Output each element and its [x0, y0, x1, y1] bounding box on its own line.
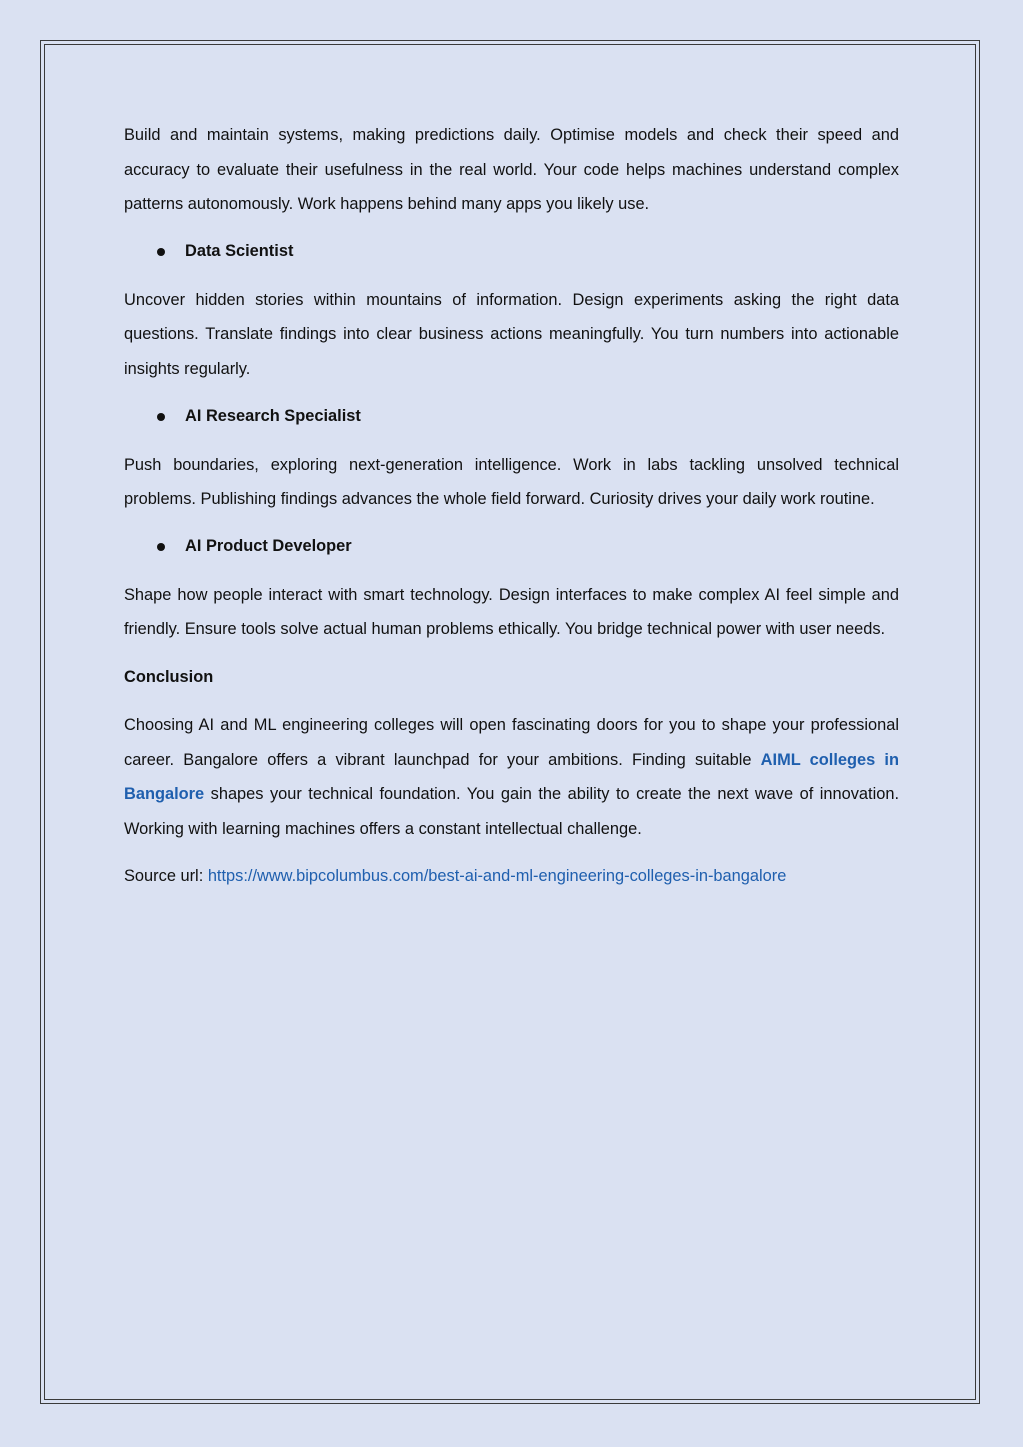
ai-research-paragraph: Push boundaries, exploring next-generation intelligence. Work in labs tackling unsolved technical problems. Publishing findings advances the whole field forward. Curiosity drives your daily work routine.	[124, 455, 899, 509]
heading-ai-product	[124, 530, 899, 564]
intro-paragraph: Build and maintain systems, making predictions daily. Optimise models and check their speed and accuracy to evaluate their usefulness in the real world. Your code helps machines understand complex patterns autonomously. Work happens behind many apps you likely use.	[124, 126, 899, 214]
conclusion-heading: Conclusion	[124, 667, 214, 686]
source-label: Source url:	[124, 867, 208, 886]
source-line	[124, 859, 899, 893]
conclusion-text-part1: Choosing AI and ML engineering colleges will open fascinating doors for you to shape your professional career. Bangalore offers a vibrant launchpad for your ambitions. Finding suitable	[124, 715, 899, 769]
conclusion-text-part2: shapes your technical foundation. You gain the ability to create the next wave of innovation. Working with learning machines offers a constant intellectual challenge.	[124, 785, 899, 838]
heading-data-scientist	[124, 235, 899, 269]
heading-ai-product-label: AI Product Developer	[185, 537, 352, 556]
heading-ai-research-label: AI Research Specialist	[185, 407, 361, 426]
conclusion-paragraph	[124, 708, 899, 846]
data-scientist-paragraph: Uncover hidden stories within mountains of information. Design experiments asking the right data questions. Translate findings into clear business actions meaningfully. You turn numbers into actionable insights regularly.	[124, 290, 899, 378]
heading-ai-research	[124, 400, 899, 434]
bullet-icon	[157, 248, 165, 256]
bullet-icon	[157, 413, 165, 421]
source-url-link[interactable]: https://www.bipcolumbus.com/best-ai-and-ml-engineering-colleges-in-bangalore	[207, 867, 787, 886]
bullet-icon	[157, 543, 165, 551]
document-body	[124, 118, 899, 893]
heading-data-scientist-label: Data Scientist	[185, 242, 294, 261]
aiml-colleges-link[interactable]: AIML colleges in Bangalore	[124, 750, 899, 804]
ai-product-paragraph: Shape how people interact with smart technology. Design interfaces to make complex AI feel simple and friendly. Ensure tools solve actual human problems ethically. You bridge technical power with user needs.	[124, 585, 899, 639]
